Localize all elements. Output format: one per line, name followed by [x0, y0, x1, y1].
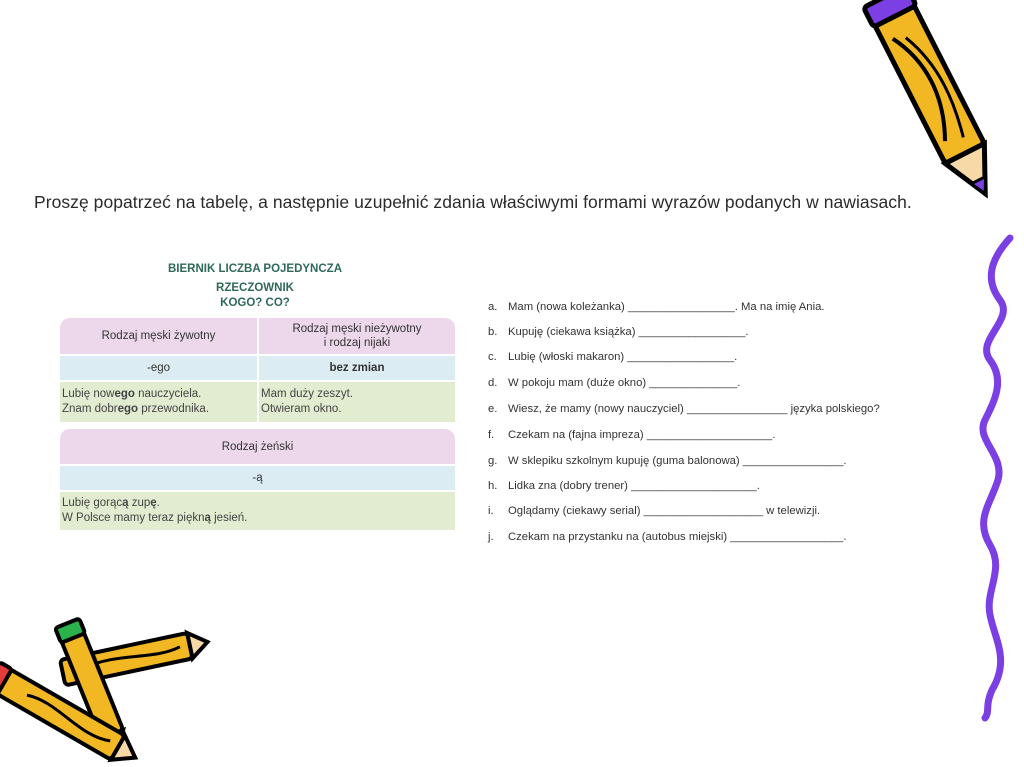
instruction-text: Proszę popatrzeć na tabelę, a następnie uzupełnić zdania właściwymi formami wyrazów podanych w nawiasach. [34, 192, 912, 212]
examples-feminine [60, 492, 455, 530]
header-masculine-inanimate-line2: i rodzaj nijaki [323, 337, 391, 349]
examples-masculine-animate [60, 382, 257, 422]
pencil-icon [863, 0, 1006, 204]
table-title-line2: RZECZOWNIK [216, 282, 294, 294]
list-item: d. W pokoju mam (duże okno) ______________. [488, 377, 741, 389]
list-item: c. Lubię (włoski makaron) _________________. [488, 351, 738, 363]
ending-feminine: -ą [60, 466, 455, 490]
ending-masculine-inanimate: bez zmian [257, 356, 455, 380]
ending-masculine-animate: -ego [60, 356, 257, 380]
example-line: W Polsce mamy teraz piękną jesień. [62, 512, 248, 524]
list-item: g. W sklepiku szkolnym kupuję (guma balonowa) ________________. [488, 455, 847, 467]
feminine-table [60, 429, 455, 530]
list-item: a. Mam (nowa koleżanka) _________________. Ma na imię Ania. [488, 301, 825, 313]
header-masculine-inanimate-line1: Rodzaj męski nieżywotny [292, 323, 422, 335]
header-masculine-animate: Rodzaj męski żywotny [60, 318, 257, 354]
masculine-table [60, 318, 455, 422]
list-item: j. Czekam na przystanku na (autobus miejski) __________________. [488, 531, 847, 543]
table-title-line1: BIERNIK LICZBA POJEDYNCZA [168, 263, 342, 275]
list-item: i. Oglądamy (ciekawy serial) ___________________ w telewizji. [488, 505, 821, 517]
example-line: Lubię nowego nauczyciela. [62, 388, 202, 400]
example-line: Znam dobrego przewodnika. [62, 403, 210, 415]
crossed-pencils-icon [0, 618, 210, 767]
list-item: h. Lidka zna (dobry trener) ____________________. [488, 480, 760, 492]
list-item: e. Wiesz, że mamy (nowy nauczyciel) ________________ języka polskiego? [488, 403, 880, 415]
example-line: Mam duży zeszyt. [261, 388, 354, 400]
table-title-line3: KOGO? CO? [220, 297, 290, 309]
examples-masculine-inanimate [257, 382, 455, 422]
wavy-line-decoration [983, 238, 1010, 718]
list-item: b. Kupuję (ciekawa książka) _________________. [488, 326, 749, 338]
table-title [150, 262, 360, 311]
example-line: Otwieram okno. [261, 403, 342, 415]
header-feminine: Rodzaj żeński [60, 429, 455, 464]
header-masculine-inanimate [257, 318, 455, 354]
example-line: Lubię gorącą zupę. [62, 497, 160, 509]
list-item: f. Czekam na (fajna impreza) ____________________. [488, 429, 776, 441]
